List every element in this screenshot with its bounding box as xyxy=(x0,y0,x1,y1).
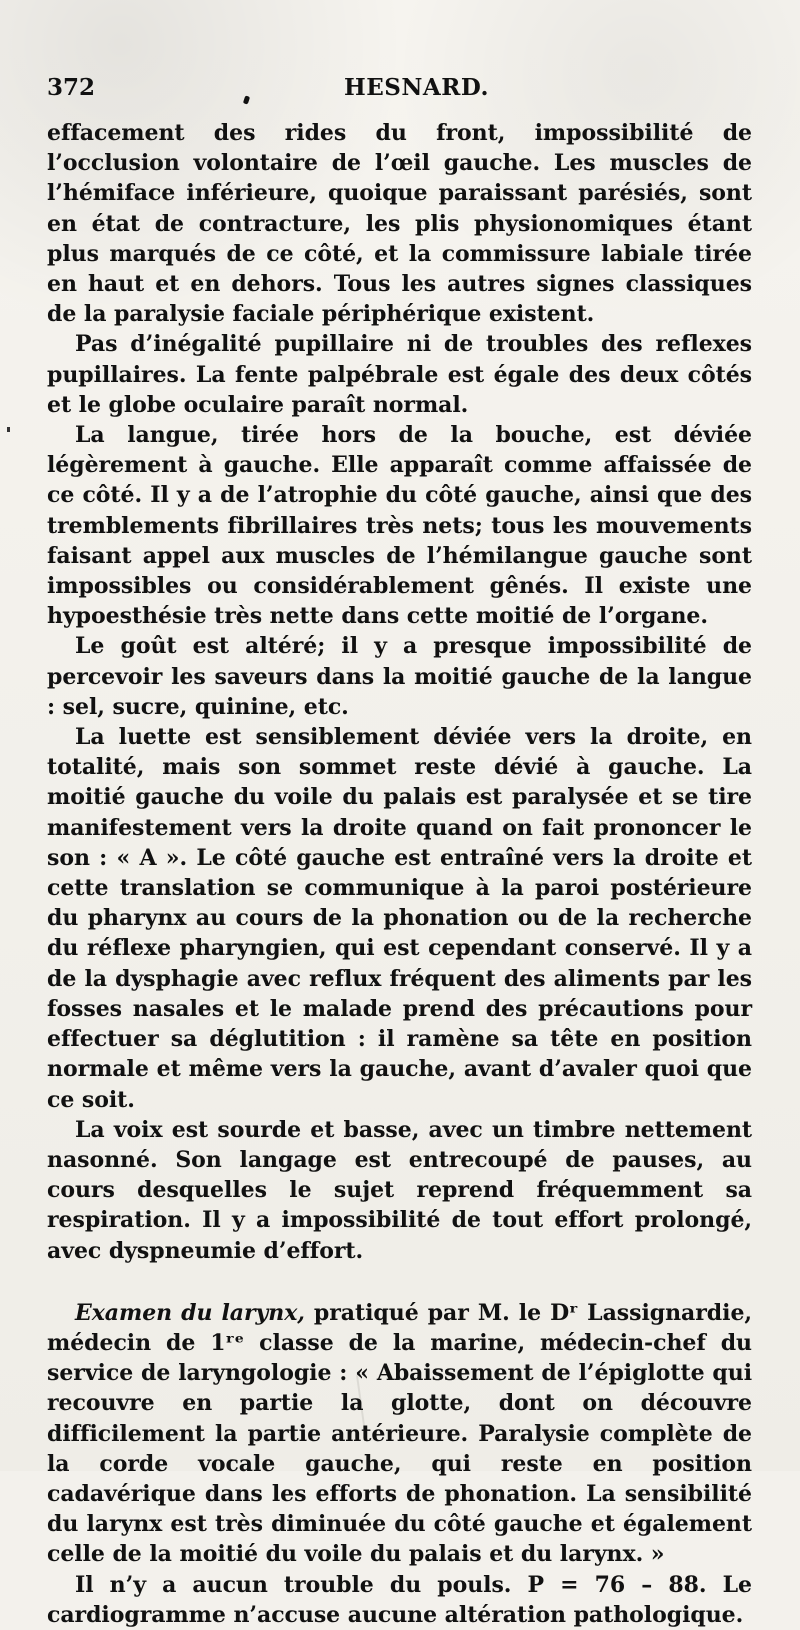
paragraph-taste: Le goût est altéré; il y a presque impossibilité de percevoir les saveurs dans la moitié gauche de la langue : sel, sucre, quinine, etc. xyxy=(47,633,752,720)
page-number: 372 xyxy=(47,74,96,101)
paragraph-voice: La voix est sourde et basse, avec un timbre nettement nasonné. Son langage est entrecoupé de pauses, au cours desquelles le sujet reprend fréquemment sa respiration. Il y a impossibilité de tout effort prolongé, avec dyspneumie d’effort. xyxy=(47,1116,752,1264)
larynx-heading: Examen du larynx, xyxy=(75,1299,305,1326)
section-spacing xyxy=(47,1266,752,1298)
paragraph-uvula-palate: La luette est sensiblement déviée vers la droite, en totalité, mais son sommet reste dévié à gauche. La moitié gauche du voile du palais est paralysée et se tire manifestement vers la droite quand on fait prononcer le son : « A ». Le côté gauche est entraîné vers la droite et cette translation se communique à la paroi postérieure du pharynx au cours de la phonation ou de la recherche du réflexe pharyngien, qui est cependant conservé. Il y a de la dysphagie avec reflux fréquent des aliments par les fosses nasales et le malade prend des précautions pour effectuer sa déglutition : il ramène sa tête en position normale et même vers la gauche, avant d’avaler quoi que ce soit. xyxy=(47,724,752,1113)
paragraph-larynx-exam xyxy=(47,1298,752,1570)
paragraph-pupils: Pas d’inégalité pupillaire ni de troubles des reflexes pupillaires. La fente palpébrale est égale des deux côtés et le globe oculaire paraît normal. xyxy=(47,331,752,418)
page-body xyxy=(47,118,752,1630)
page-header xyxy=(47,76,753,104)
margin-ink-mark xyxy=(7,427,10,432)
paragraph-tongue: La langue, tirée hors de la bouche, est déviée légèrement à gauche. Elle apparaît comme affaissée de ce côté. Il y a de l’atrophie du côté gauche, ainsi que des tremblements fibrillaires très nets; tous les mouvements faisant appel aux muscles de l’hémilangue gauche sont impossibles ou considérablement gênés. Il existe une hypoesthésie très nette dans cette moitié de l’organe. xyxy=(47,422,752,630)
larynx-text: pratiqué par M. le Dʳ Lassignardie, médecin de 1ʳᵉ classe de la marine, médecin-chef du service de laryngologie : « Abaissement de l’épiglotte qui recouvre en partie la glotte, dont on découvre difficilement la partie antérieure. Paralysie complète de la corde vocale gauche, qui reste en position cadavérique dans les efforts de phonation. La sensibilité du larynx est très diminuée du côté gauche et également celle de la moitié du voile du palais et du larynx. » xyxy=(47,1299,753,1568)
running-head: HESNARD. xyxy=(344,74,489,101)
paragraph-facial-paralysis: effacement des rides du front, impossibilité de l’occlusion volontaire de l’œil gauche. Les muscles de l’hémiface inférieure, quoique paraissant parésiés, sont en état de contracture, les plis physionomiques étant plus marqués de ce côté, et la commissure labiale tirée en haut et en dehors. Tous les autres signes classiques de la paralysie faciale périphérique existent. xyxy=(47,120,752,328)
paragraph-pulse: Il n’y a aucun trouble du pouls. P = 76 – 88. Le cardiogramme n’accuse aucune altération pathologique. xyxy=(47,1571,752,1628)
